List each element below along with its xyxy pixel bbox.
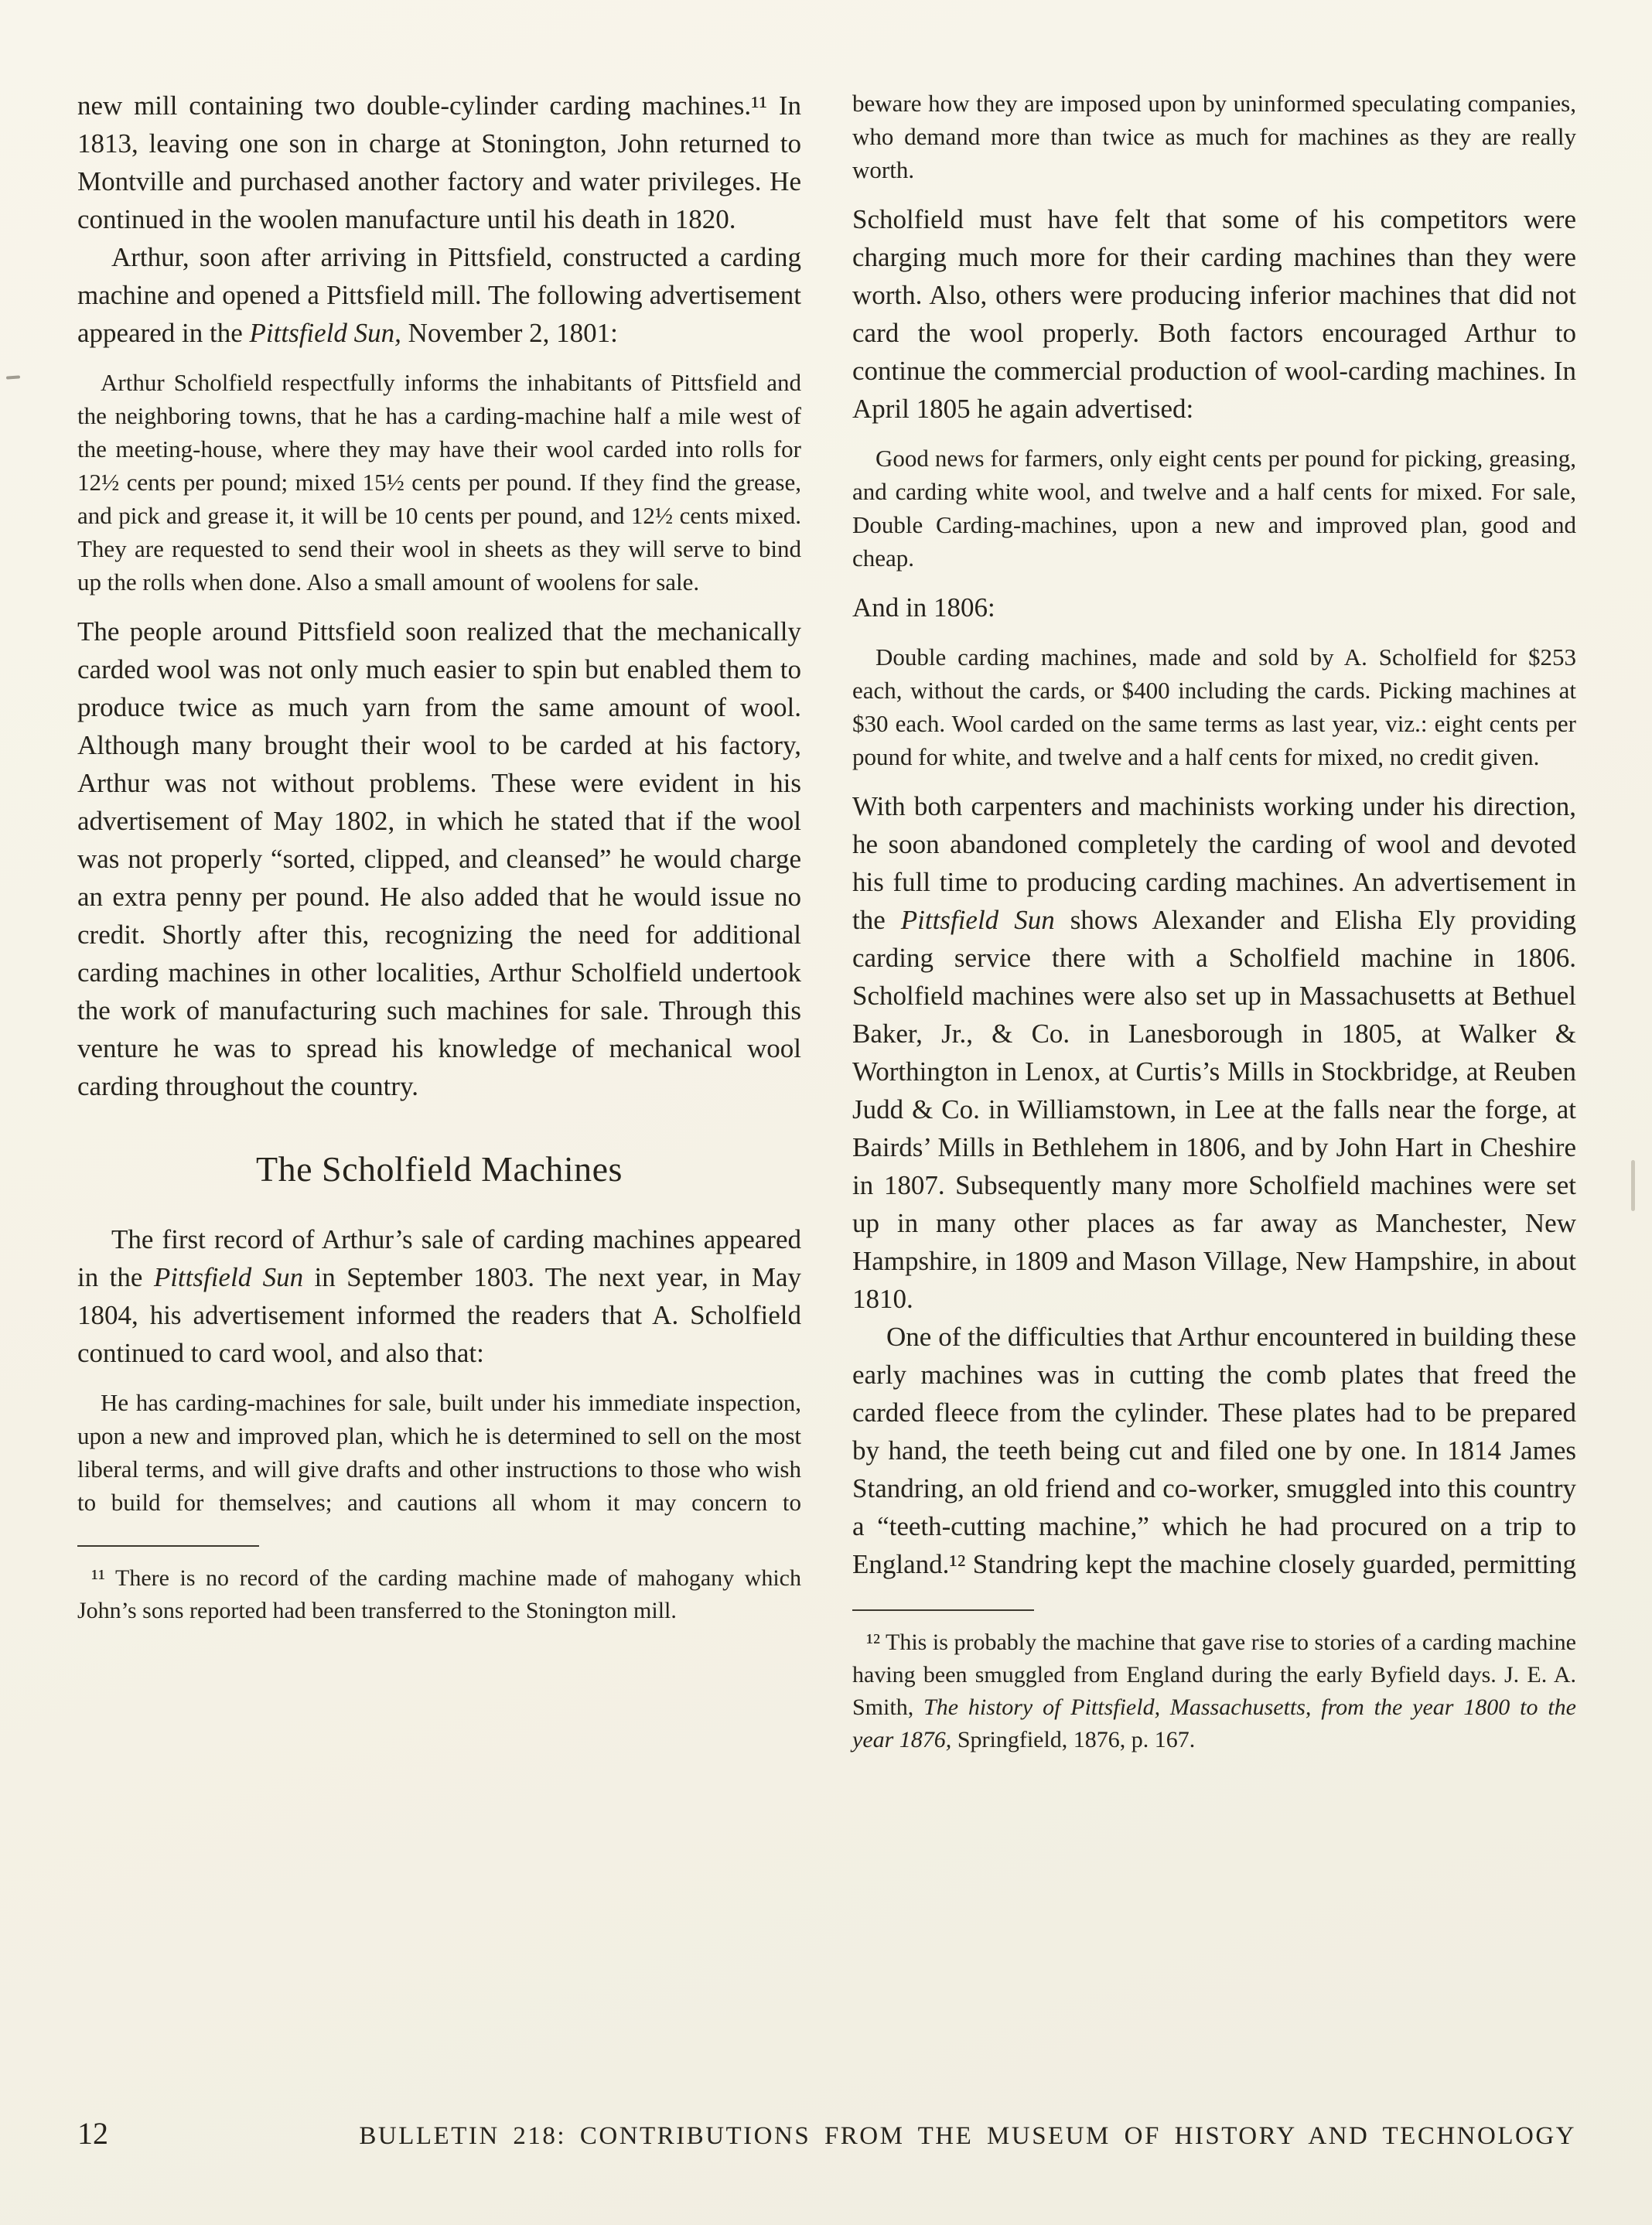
- left-column: [77, 87, 801, 1756]
- advertisement-quote-1804-continued: beware how they are imposed upon by uninformed speculating companies, who demand more than twice as much for machines as they are really worth.: [852, 90, 1576, 183]
- text-run: ¹² This is probably the machine that gave rise to stories of a carding machine having been smuggled from England during the early Byfield days. J. E. A. Smith,: [852, 1630, 1576, 1720]
- running-title: BULLETIN 218: CONTRIBUTIONS FROM THE MUSEUM OF HISTORY AND TECHNOLOGY: [359, 2122, 1576, 2150]
- footnote-rule: [77, 1545, 259, 1547]
- advertisement-quote-1805: Good news for farmers, only eight cents per pound for picking, greasing, and carding white wool, and twelve and a half cents for mixed. For sale, Double Carding-machines, upon a new and improved plan, good and cheap.: [852, 445, 1576, 572]
- text-run: The first record of Arthur’s sale of carding machines appeared in the: [77, 1224, 801, 1292]
- paragraph-arthur-pittsfield: [77, 238, 801, 352]
- text-run-italic-pittsfield-sun: Pittsfield Sun: [900, 905, 1055, 935]
- page-number: 12: [77, 2116, 108, 2151]
- paragraph-scholfield-competitors: Scholfield must have felt that some of his competitors were charging much more for their carding machines than they were worth. Also, others were producing inferior machines that did not card the wool properly. Both factors encouraged Arthur to continue the commercial production of wool-carding machines. In April 1805 he again advertised:: [852, 204, 1576, 424]
- footnote-11: ¹¹ There is no record of the carding machine made of mahogany which John’s sons reported had been transferred to the Stonington mill.: [77, 1565, 801, 1623]
- advertisement-quote-1806: Double carding machines, made and sold by A. Scholfield for $253 each, without the cards, or $400 including the cards. Picking machines at $30 each. Wool carded on the same terms as last year, viz.: eight cents per pound for white, and twelve and a half cents for mixed, no credit given.: [852, 643, 1576, 770]
- paragraph-difficulties: One of the difficulties that Arthur encountered in building these early machines was in cutting the comb plates that freed the carded fleece from the cylinder. These plates had to be prepared by hand, the teeth being cut and filed one by one. In 1814 James Standring, an old friend and co-worker, smuggled into this country a “teeth-cutting machine,” which he had procured on a trip to England.¹² Standring kept the machine closely guarded, permitting: [852, 1322, 1576, 1579]
- paragraph-and-in-1806: And in 1806:: [852, 592, 995, 623]
- paragraph-people-around-pittsfield: The people around Pittsfield soon realized that the mechanically carded wool was not only much easier to spin but enabled them to produce twice as much yarn from the same amount of wool. Although many brought their wool to be carded at his factory, Arthur was not without problems. These were evident in his advertisement of May 1802, in which he stated that if the wool was not properly “sorted, clipped, and cleansed” he would charge an extra penny per pound. He also added that he would issue no credit. Shortly after this, recognizing the need for additional carding machines in other localities, Arthur Scholfield undertook the work of manufacturing such machines for sale. Through this venture he was to spread his knowledge of mechanical wool carding throughout the country.: [77, 616, 801, 1101]
- paragraph-first-record: [77, 1220, 801, 1372]
- advertisement-quote-1801: Arthur Scholfield respectfully informs the inhabitants of Pittsfield and the neighboring towns, that he has a carding-machine half a mile west of the meeting-house, where they may have their wool carded into rolls for 12½ cents per pound; mixed 15½ cents per pound. If they find the grease, and pick and grease it, it will be 10 cents per pound, and 12½ cents mixed. They are requested to send their wool in sheets as they will serve to bind up the rolls when done. Also a small amount of woolens for sale.: [77, 369, 801, 595]
- paragraph-carpenters-machinists: [852, 787, 1576, 1318]
- text-run-italic-book-title: The history of Pittsfield, Massachusetts, from the year 1800 to the year 1876,: [852, 1694, 1576, 1752]
- section-heading-scholfield-machines: The Scholfield Machines: [256, 1149, 623, 1189]
- page-footer: [77, 2115, 1576, 2152]
- advertisement-quote-1804: He has carding-machines for sale, built under his immediate inspection, upon a new and improved plan, which he is determined to sell on the most liberal terms, and will give drafts and other instructions to those who wish to build for themselves; and cautions all whom it may concern to: [77, 1389, 801, 1516]
- footnote-12: [852, 1626, 1576, 1756]
- text-run: Springfield, 1876, p. 167.: [951, 1727, 1196, 1752]
- footnote-rule: [852, 1609, 1034, 1611]
- text-run: November 2, 1801:: [401, 318, 618, 348]
- text-run-italic-pittsfield-sun: Pittsfield Sun,: [249, 318, 401, 348]
- paragraph-new-mill: new mill containing two double-cylinder carding machines.¹¹ In 1813, leaving one son in charge at Stonington, John returned to Montville and purchased another factory and water privileges. He continued in the woolen manufacture until his death in 1820.: [77, 90, 801, 234]
- text-run: With both carpenters and machinists working under his direction, he soon abandoned completely the carding of wool and devoted his full time to producing carding machines. An advertisement in the: [852, 791, 1576, 935]
- text-run: Arthur, soon after arriving in Pittsfield, constructed a carding machine and opened a Pittsfield mill. The following advertisement appeared in the: [77, 242, 801, 348]
- text-run: in September 1803. The next year, in May 1804, his advertisement informed the readers that A. Scholfield continued to card wool, and also that:: [77, 1262, 802, 1368]
- right-column: [852, 87, 1576, 1756]
- text-run-italic-pittsfield-sun: Pittsfield Sun: [153, 1262, 304, 1292]
- text-run: shows Alexander and Elisha Ely providing carding service there with a Scholfield machine in 1806. Scholfield machines were also set up in Massachusetts at Bethuel Baker, Jr., & Co. in Lanesborough in 1805, at Walker & Worthington in Lenox, at Curtis’s Mills in Stockbridge, at Reuben Judd & Co. in Williamstown, in Lee at the falls near the forge, at Bairds’ Mills in Bethlehem in 1806, and by John Hart in Cheshire in 1807. Subsequently many more Scholfield machines were set up in many other places as far away as Manchester, New Hampshire, in 1809 and Mason Village, New Hampshire, in about 1810.: [852, 905, 1576, 1314]
